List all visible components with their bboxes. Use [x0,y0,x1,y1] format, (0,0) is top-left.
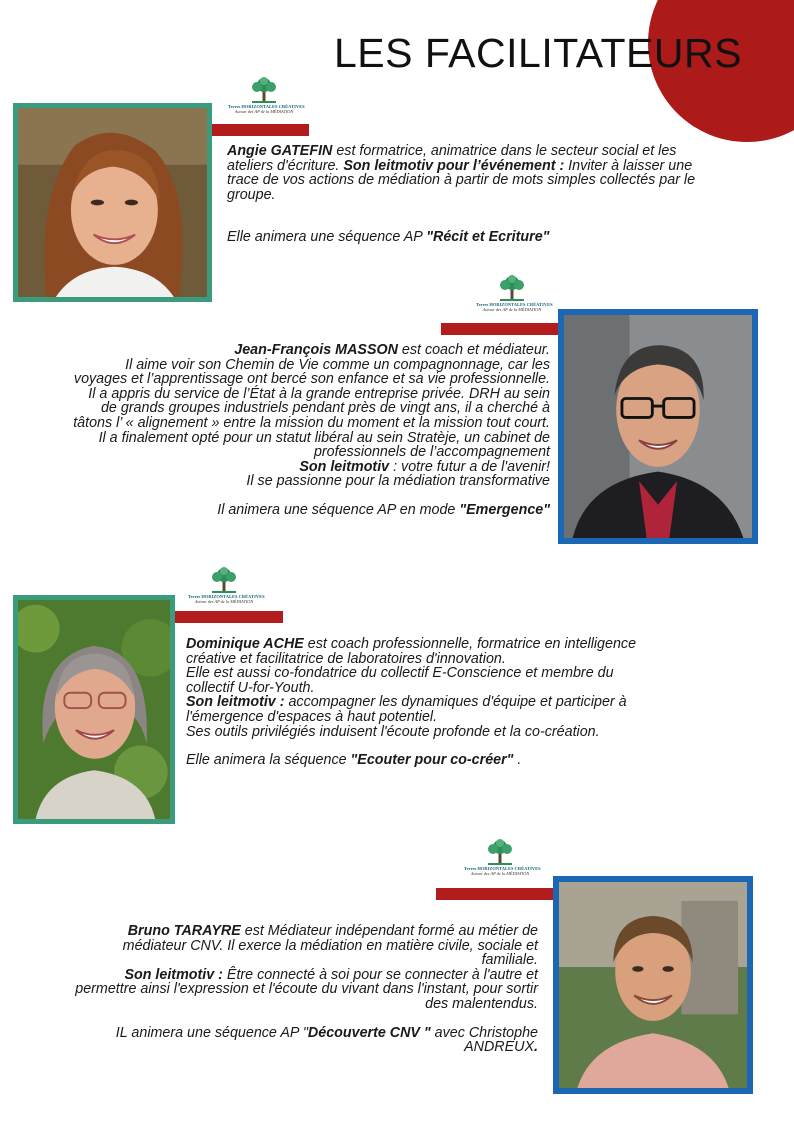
bio-angie-gatefin [227,144,697,245]
session-end: . [534,1039,538,1056]
bio-line-2: Elle est aussi co-fondatrice du collectif E-Conscience et membre du collectif U-for-Youth. [186,665,614,696]
logo-line-2: Autour des AP de la MÉDIATION [470,871,530,876]
facilitator-name: Angie GATEFIN [227,143,333,159]
logo-line-2: Autour des AP de la MÉDIATION [194,599,254,604]
bio-text: est coach professionnelle, formatrice en intelligence créative et facilitatrice de laboratoires d'innovation. [186,636,637,667]
logo-line-1: Terres HORIZONTALES CRÉATIVES [228,104,305,109]
session-title: "Récit et Ecriture" [426,229,550,246]
bio-bruno-tarayre [70,924,538,1055]
page-title: LES FACILITATEURS [334,30,742,76]
logo-line-2: Autour des AP de la MÉDIATION [482,307,542,312]
tree-logo-icon [497,274,527,302]
motto-label: Son leitmotiv : [124,966,223,983]
session-mid: avec Christophe ANDREUX [430,1024,538,1056]
motto-text: Être connecté à soi pour se connecter à l'autre et permettre ainsi l'expression et l'écoute du vivant dans l'instant, pour sortir des malentendus. [75,966,538,1012]
motto-text: accompagner les dynamiques d'équipe et participer à l'émergence d'espaces à haut potentiel. [186,694,627,725]
portrait-angie-gatefin [13,103,212,302]
association-logo [464,838,541,886]
session-title: "Ecouter pour co-créer" [350,752,514,769]
session-prefix: Elle animera une séquence AP [227,229,427,246]
logo-line-2: Autour des AP de la MÉDIATION [234,109,294,114]
facilitator-name: Dominique ACHE [186,636,304,652]
bio-text: est formatrice, animatrice dans le secteur social et les ateliers d'écriture. [227,143,677,174]
bio-jean-francois-masson [70,343,550,518]
facilitator-name: Bruno TARAYRE [127,923,241,939]
logo-line-1: Terres HORIZONTALES CRÉATIVES [476,302,553,307]
session-prefix: Il animera une séquence AP en mode [217,501,460,518]
session-title: "Emergence" [459,501,550,518]
bio-text: est coach et médiateur. [397,342,550,358]
tools-text: Ses outils privilégiés induisent l'écoute profonde et la co-création. [186,723,600,740]
passion-text: Il se passionne pour la médiation transformative [246,473,550,490]
facilitator-name: Jean-François MASSON [234,342,398,358]
session-title: Découverte CNV " [307,1024,431,1041]
tree-logo-icon [249,76,279,104]
bio-dominique-ache [186,637,656,768]
tree-logo-icon [209,566,239,594]
association-logo [476,274,553,322]
motto-label: Son leitmotiv [299,458,390,475]
session-prefix: IL animera une séquence AP " [115,1024,308,1041]
session-suffix: . [513,752,522,769]
association-logo [188,566,265,614]
motto-text: Inviter à laisser une trace de vos actions de médiation à partir de mots simples collectés par le groupe. [227,157,696,203]
bio-paragraph: Il aime voir son Chemin de Vie comme un compagnonnage, car les voyages et l’apprentissage ont bercé son enfance et sa vie professionnelle. Il a appris du service de l’État à la grande entreprise privée. DRH au sein de grands groupes industriels pendant près de vingt ans, il a cherché à tâtons l’ « alignement » entre la mission du moment et la mission tout court. Il a finalement opté pour un statut libéral au sein Stratèje, un cabinet de professionnels de l’accompagnement [73,356,550,461]
motto-text: : votre futur a de l'avenir! [389,458,550,475]
portrait-dominique-ache [13,595,175,824]
motto-label: Son leitmotiv : [186,694,285,711]
association-logo [228,76,305,124]
tree-logo-icon [485,838,515,866]
portrait-bruno-tarayre [553,876,753,1094]
logo-line-1: Terres HORIZONTALES CRÉATIVES [464,866,541,871]
motto-label: Son leitmotiv pour l’événement : [343,157,565,174]
bio-text: est Médiateur indépendant formé au métier de médiateur CNV. Il exerce la médiation en matière civile, sociale et familiale. [122,923,538,969]
portrait-jean-francois-masson [558,309,758,544]
logo-line-1: Terres HORIZONTALES CRÉATIVES [188,594,265,599]
session-prefix: Elle animera la séquence [186,752,351,769]
